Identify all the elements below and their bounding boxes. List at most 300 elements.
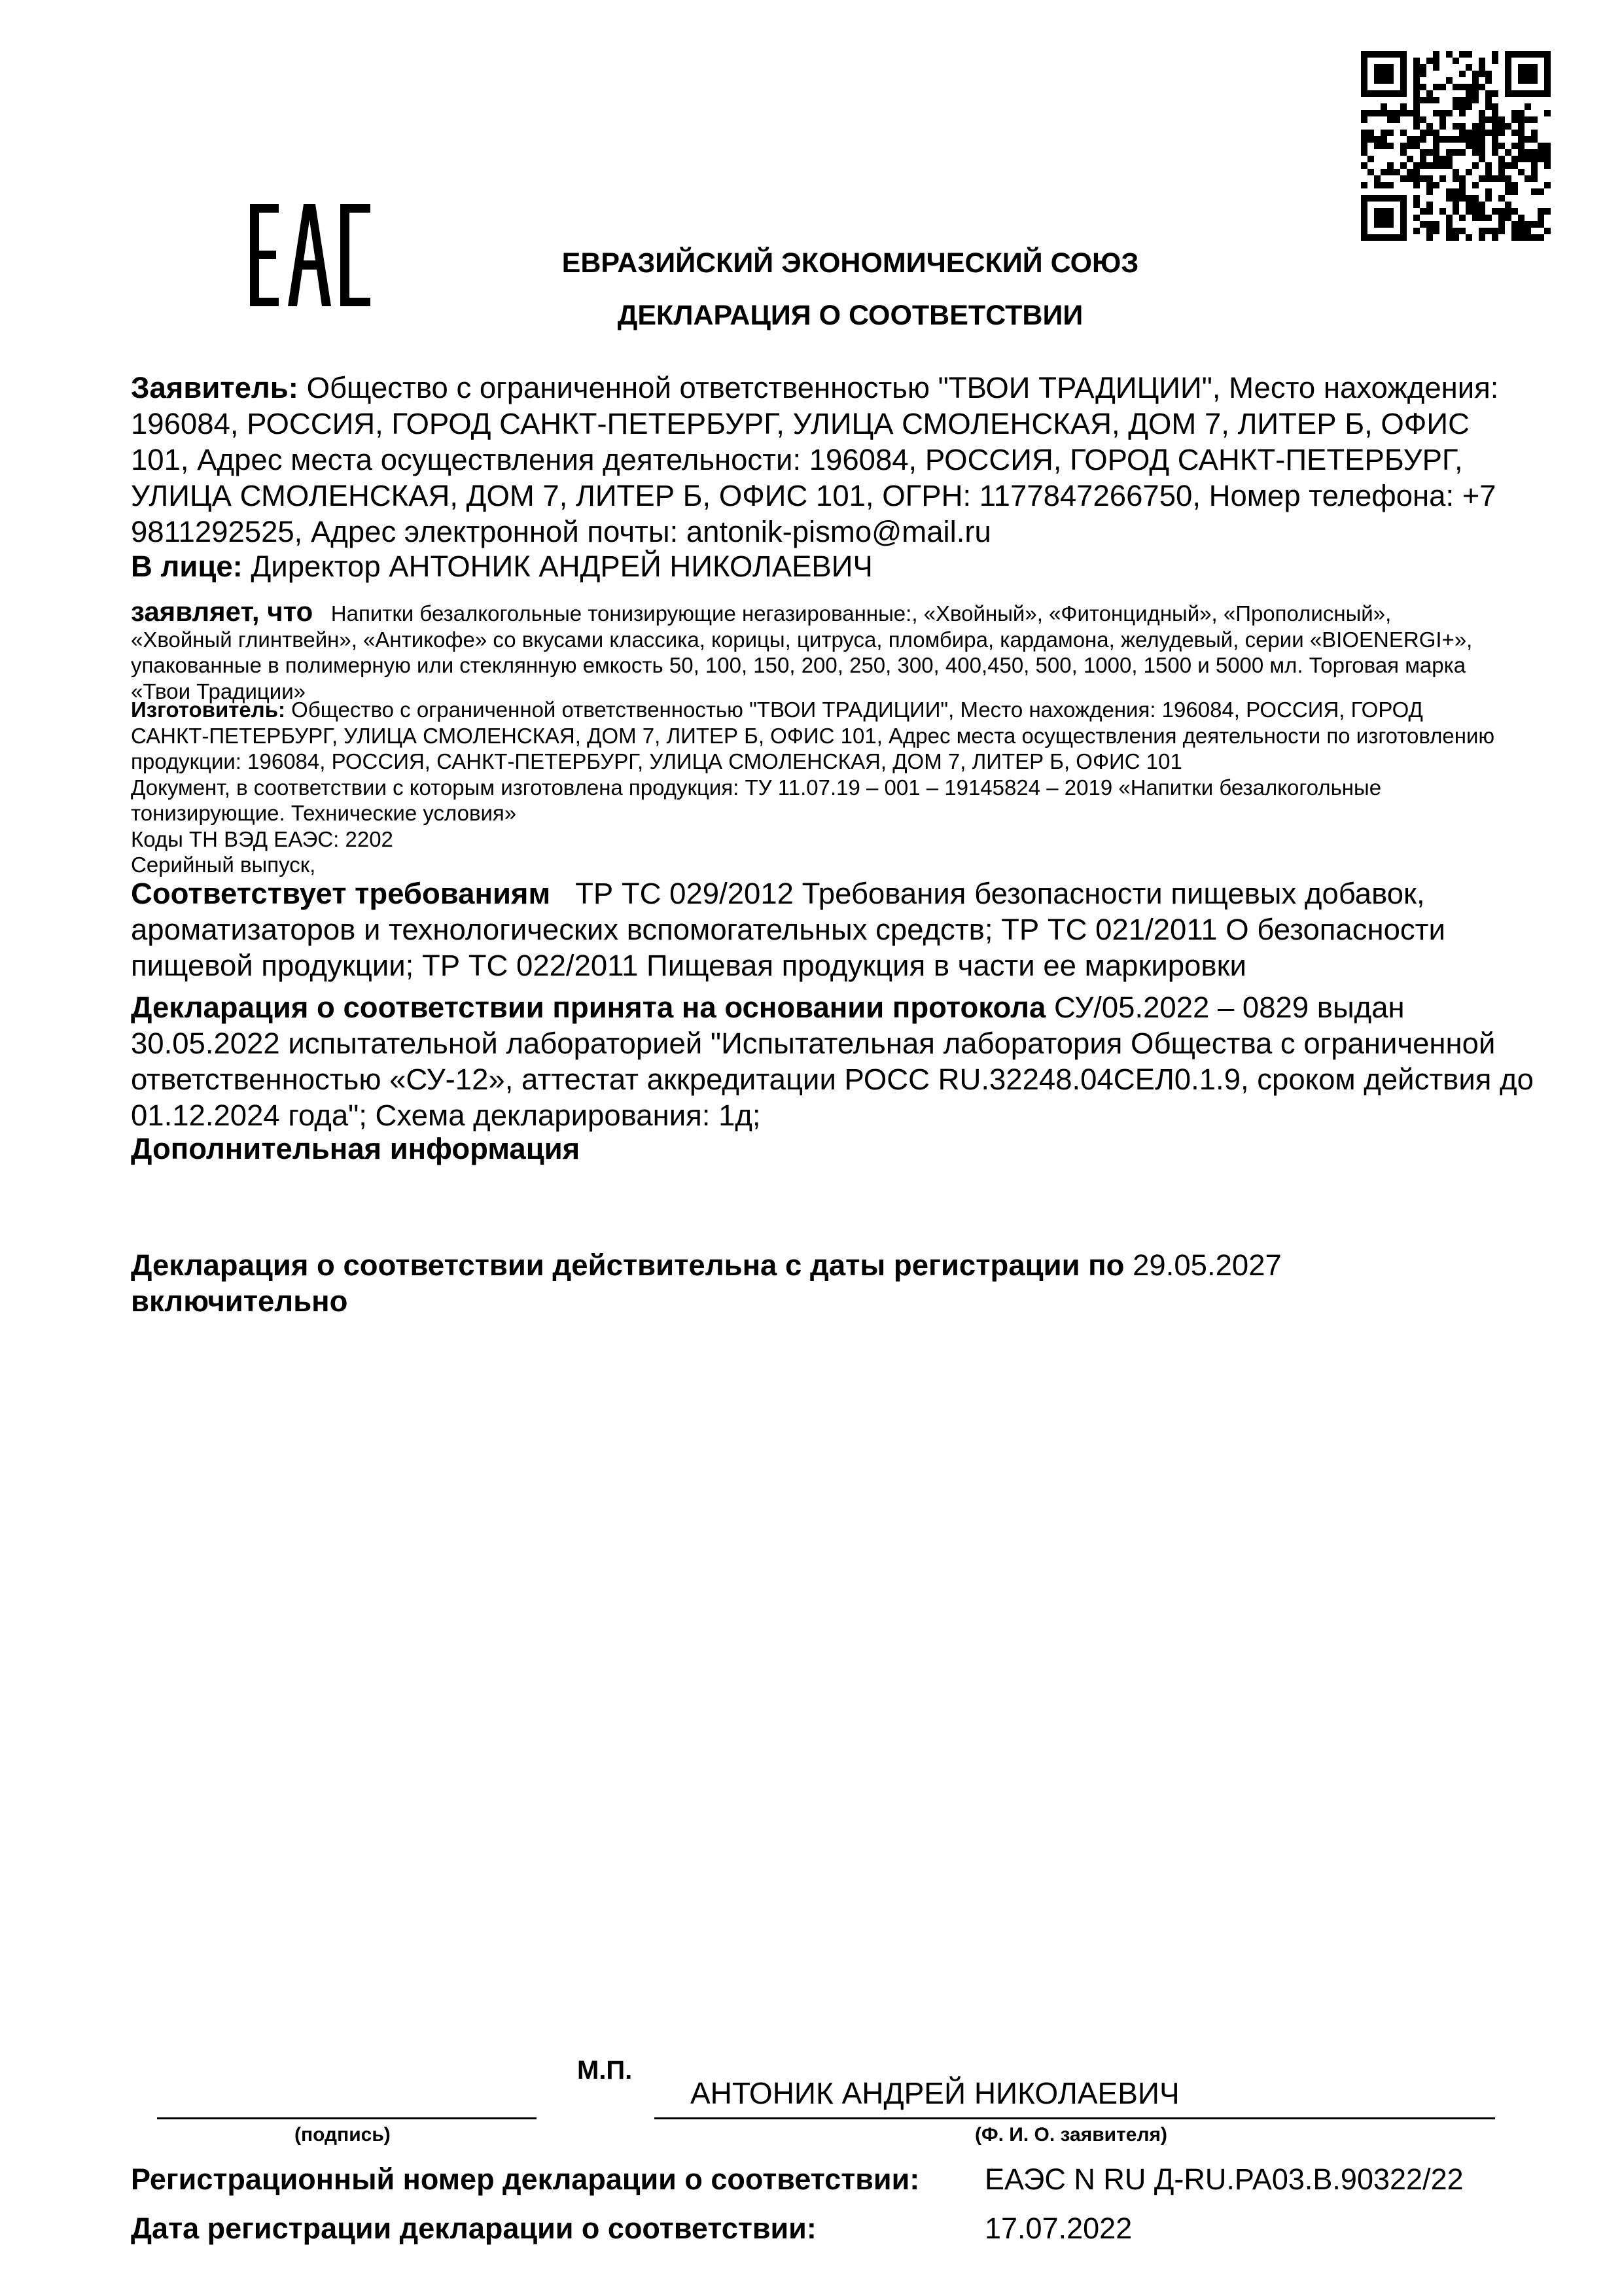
qr-module bbox=[1518, 228, 1525, 234]
qr-module bbox=[1381, 195, 1387, 202]
qr-module bbox=[1426, 228, 1433, 234]
qr-module bbox=[1433, 162, 1439, 169]
qr-module bbox=[1505, 208, 1511, 215]
qr-module bbox=[1426, 97, 1433, 103]
qr-module bbox=[1433, 221, 1439, 228]
qr-module bbox=[1466, 51, 1472, 58]
qr-module bbox=[1387, 221, 1394, 228]
qr-module bbox=[1381, 234, 1387, 241]
qr-module bbox=[1413, 64, 1420, 71]
qr-module bbox=[1518, 215, 1525, 221]
qr-module bbox=[1433, 97, 1439, 103]
qr-module bbox=[1413, 228, 1420, 234]
qr-module bbox=[1400, 84, 1407, 90]
basis-line-2: ответственностью «СУ-12», аттестат аккредитации РОСС RU.32248.04СЕЛ0.1.9, сроком действия до bbox=[131, 1063, 1534, 1096]
qr-module bbox=[1466, 234, 1472, 241]
qr-module bbox=[1518, 123, 1525, 130]
qr-module bbox=[1511, 143, 1518, 149]
qr-module bbox=[1413, 71, 1420, 77]
qr-module bbox=[1518, 116, 1525, 123]
qr-module bbox=[1407, 156, 1413, 162]
qr-module bbox=[1394, 90, 1400, 97]
qr-module bbox=[1374, 208, 1381, 215]
qr-module bbox=[1538, 221, 1544, 228]
qr-module bbox=[1439, 162, 1446, 169]
qr-module bbox=[1518, 156, 1525, 162]
qr-module bbox=[1511, 228, 1518, 234]
qr-module bbox=[1400, 71, 1407, 77]
qr-module bbox=[1531, 77, 1538, 84]
qr-module bbox=[1413, 143, 1420, 149]
declares-line-1: «Хвойный глинтвейн», «Антикофе» со вкусами классика, корицы, цитруса, пломбира, кардамона, желудевый, серии «BIOENERGI+», bbox=[131, 627, 1473, 652]
qr-module bbox=[1479, 71, 1485, 77]
qr-module bbox=[1492, 90, 1498, 97]
qr-module bbox=[1505, 84, 1511, 90]
qr-module bbox=[1426, 149, 1433, 156]
qr-module bbox=[1511, 182, 1518, 188]
qr-module bbox=[1525, 64, 1531, 71]
registration-number: ЕАЭС N RU Д-RU.РА03.В.90322/22 bbox=[985, 2163, 1464, 2196]
qr-module bbox=[1531, 175, 1538, 182]
qr-module bbox=[1544, 156, 1551, 162]
qr-module bbox=[1518, 149, 1525, 156]
qr-module bbox=[1394, 51, 1400, 58]
qr-module bbox=[1466, 97, 1472, 103]
qr-module bbox=[1511, 51, 1518, 58]
qr-module bbox=[1361, 202, 1367, 208]
qr-module bbox=[1361, 234, 1367, 241]
declares-label: заявляет, что bbox=[131, 596, 313, 627]
qr-module bbox=[1420, 149, 1426, 156]
qr-module bbox=[1531, 136, 1538, 143]
qr-module bbox=[1453, 188, 1459, 195]
qr-module bbox=[1433, 149, 1439, 156]
qr-module bbox=[1394, 169, 1400, 175]
qr-module bbox=[1420, 156, 1426, 162]
qr-module bbox=[1413, 182, 1420, 188]
qr-module bbox=[1426, 123, 1433, 130]
qr-module bbox=[1446, 156, 1453, 162]
basis-line-0: Декларация о соответствии принята на основании протокола СУ/05.2022 – 0829 выдан bbox=[131, 991, 1405, 1024]
qr-module bbox=[1492, 136, 1498, 143]
qr-module bbox=[1426, 182, 1433, 188]
qr-module bbox=[1518, 143, 1525, 149]
qr-module bbox=[1544, 110, 1551, 116]
qr-module bbox=[1413, 90, 1420, 97]
applicant-line-0: Заявитель: Общество с ограниченной ответственностью "ТВОИ ТРАДИЦИИ", Место нахождения: bbox=[131, 371, 1499, 404]
qr-module bbox=[1472, 90, 1479, 97]
qr-module bbox=[1361, 90, 1367, 97]
qr-module bbox=[1479, 228, 1485, 234]
qr-module bbox=[1479, 202, 1485, 208]
qr-module bbox=[1453, 136, 1459, 143]
qr-module bbox=[1446, 162, 1453, 169]
qr-module bbox=[1472, 162, 1479, 169]
qr-module bbox=[1505, 71, 1511, 77]
qr-module bbox=[1518, 169, 1525, 175]
qr-module bbox=[1446, 77, 1453, 84]
qr-module bbox=[1453, 234, 1459, 241]
qr-module bbox=[1472, 97, 1479, 103]
qr-module bbox=[1433, 64, 1439, 71]
qr-module bbox=[1433, 84, 1439, 90]
qr-module bbox=[1400, 202, 1407, 208]
conformity-line-1: ароматизаторов и технологических вспомогательных средств; ТР ТС 021/2011 О безопасности bbox=[131, 913, 1445, 946]
qr-module bbox=[1511, 221, 1518, 228]
conformity-section bbox=[131, 875, 1538, 983]
qr-module bbox=[1400, 103, 1407, 110]
qr-module bbox=[1472, 136, 1479, 143]
qr-module bbox=[1446, 136, 1453, 143]
qr-module bbox=[1361, 208, 1367, 215]
qr-module bbox=[1453, 195, 1459, 202]
qr-module bbox=[1387, 195, 1394, 202]
applicant-section bbox=[131, 370, 1538, 550]
qr-module bbox=[1485, 215, 1492, 221]
qr-module bbox=[1492, 130, 1498, 136]
qr-module bbox=[1492, 208, 1498, 215]
qr-module bbox=[1367, 156, 1374, 162]
qr-module bbox=[1498, 195, 1505, 202]
qr-module bbox=[1518, 110, 1525, 116]
qr-module bbox=[1361, 116, 1367, 123]
qr-module bbox=[1505, 64, 1511, 71]
qr-module bbox=[1498, 123, 1505, 130]
qr-module bbox=[1453, 58, 1459, 64]
manufacturer-line-2: продукции: 196084, РОССИЯ, САНКТ-ПЕТЕРБУРГ, УЛИЦА СМОЛЕНСКАЯ, ДОМ 7, ЛИТЕР Б, ОФИС 101 bbox=[131, 749, 1182, 773]
qr-module bbox=[1407, 143, 1413, 149]
qr-module bbox=[1505, 77, 1511, 84]
qr-module bbox=[1367, 234, 1374, 241]
qr-module bbox=[1538, 188, 1544, 195]
qr-module bbox=[1374, 136, 1381, 143]
qr-module bbox=[1544, 64, 1551, 71]
qr-module bbox=[1472, 202, 1479, 208]
qr-code bbox=[1361, 51, 1551, 241]
qr-module bbox=[1505, 58, 1511, 64]
qr-module bbox=[1367, 110, 1374, 116]
qr-module bbox=[1498, 208, 1505, 215]
validity-label: Декларация о соответствии действительна с даты регистрации по bbox=[131, 1248, 1125, 1282]
qr-module bbox=[1498, 130, 1505, 136]
qr-module bbox=[1387, 71, 1394, 77]
qr-module bbox=[1387, 130, 1394, 136]
qr-module bbox=[1518, 136, 1525, 143]
qr-module bbox=[1544, 208, 1551, 215]
qr-module bbox=[1459, 97, 1466, 103]
conformity-line-0: Соответствует требованиям ТР ТС 029/2012 Требования безопасности пищевых добавок, bbox=[131, 877, 1425, 910]
qr-module bbox=[1413, 110, 1420, 116]
qr-module bbox=[1413, 123, 1420, 130]
qr-module bbox=[1498, 116, 1505, 123]
qr-module bbox=[1413, 215, 1420, 221]
qr-module bbox=[1439, 116, 1446, 123]
qr-module bbox=[1511, 110, 1518, 116]
qr-module bbox=[1511, 130, 1518, 136]
qr-module bbox=[1472, 71, 1479, 77]
qr-module bbox=[1400, 208, 1407, 215]
qr-module bbox=[1479, 234, 1485, 241]
manufacturer-line-4: тонизирующие. Технические условия» bbox=[131, 801, 517, 825]
qr-module bbox=[1426, 221, 1433, 228]
qr-module bbox=[1407, 110, 1413, 116]
qr-module bbox=[1361, 195, 1367, 202]
qr-module bbox=[1420, 71, 1426, 77]
qr-module bbox=[1538, 215, 1544, 221]
qr-module bbox=[1466, 195, 1472, 202]
qr-module bbox=[1459, 84, 1466, 90]
qr-module bbox=[1387, 162, 1394, 169]
qr-module bbox=[1361, 77, 1367, 84]
qr-module bbox=[1374, 51, 1381, 58]
qr-module bbox=[1479, 156, 1485, 162]
manufacturer-label: Изготовитель: bbox=[131, 698, 285, 722]
qr-module bbox=[1498, 215, 1505, 221]
qr-module bbox=[1459, 110, 1466, 116]
qr-module bbox=[1531, 234, 1538, 241]
qr-module bbox=[1367, 136, 1374, 143]
qr-module bbox=[1538, 143, 1544, 149]
qr-module bbox=[1426, 130, 1433, 136]
qr-module bbox=[1459, 130, 1466, 136]
basis-section bbox=[131, 989, 1538, 1133]
registration-date: 17.07.2022 bbox=[985, 2212, 1133, 2245]
qr-module bbox=[1544, 143, 1551, 149]
qr-module bbox=[1531, 221, 1538, 228]
qr-module bbox=[1381, 169, 1387, 175]
qr-module bbox=[1453, 228, 1459, 234]
qr-module bbox=[1531, 51, 1538, 58]
qr-module bbox=[1433, 136, 1439, 143]
qr-module bbox=[1446, 110, 1453, 116]
qr-module bbox=[1400, 77, 1407, 84]
qr-module bbox=[1400, 215, 1407, 221]
applicant-line-1: 196084, РОССИЯ, ГОРОД САНКТ-ПЕТЕРБУРГ, УЛИЦА СМОЛЕНСКАЯ, ДОМ 7, ЛИТЕР Б, ОФИС bbox=[131, 407, 1470, 440]
qr-module bbox=[1446, 195, 1453, 202]
qr-module bbox=[1413, 169, 1420, 175]
qr-module bbox=[1433, 110, 1439, 116]
qr-module bbox=[1374, 182, 1381, 188]
qr-module bbox=[1525, 175, 1531, 182]
qr-module bbox=[1367, 195, 1374, 202]
qr-module bbox=[1400, 149, 1407, 156]
qr-module bbox=[1420, 208, 1426, 215]
qr-module bbox=[1387, 90, 1394, 97]
union-title: ЕВРАЗИЙСКИЙ ЭКОНОМИЧЕСКИЙ СОЮЗ bbox=[561, 247, 1139, 279]
name-line bbox=[654, 2117, 1495, 2119]
qr-module bbox=[1492, 123, 1498, 130]
qr-module bbox=[1511, 188, 1518, 195]
qr-module bbox=[1544, 228, 1551, 234]
qr-module bbox=[1420, 64, 1426, 71]
stamp-label: М.П. bbox=[577, 2056, 633, 2085]
qr-module bbox=[1439, 84, 1446, 90]
applicant-line-2: 101, Адрес места осуществления деятельности: 196084, РОССИЯ, ГОРОД САНКТ-ПЕТЕРБУРГ, bbox=[131, 443, 1463, 476]
qr-module bbox=[1498, 156, 1505, 162]
qr-module bbox=[1544, 182, 1551, 188]
qr-module bbox=[1413, 136, 1420, 143]
qr-module bbox=[1446, 188, 1453, 195]
qr-module bbox=[1479, 136, 1485, 143]
qr-module bbox=[1505, 90, 1511, 97]
qr-module bbox=[1400, 228, 1407, 234]
qr-module bbox=[1361, 64, 1367, 71]
qr-module bbox=[1433, 143, 1439, 149]
qr-module bbox=[1525, 116, 1531, 123]
qr-module bbox=[1420, 162, 1426, 169]
qr-module bbox=[1374, 77, 1381, 84]
qr-module bbox=[1453, 149, 1459, 156]
person-line bbox=[131, 548, 1538, 584]
conformity-line-2: пищевой продукции; ТР ТС 022/2011 Пищевая продукция в части ее маркировки bbox=[131, 949, 1246, 982]
validity-section bbox=[131, 1247, 1538, 1319]
qr-module bbox=[1466, 84, 1472, 90]
qr-module bbox=[1394, 116, 1400, 123]
qr-module bbox=[1479, 130, 1485, 136]
declares-section bbox=[131, 596, 1538, 704]
qr-module bbox=[1544, 51, 1551, 58]
qr-module bbox=[1381, 110, 1387, 116]
qr-module bbox=[1511, 156, 1518, 162]
basis-line-3: 01.12.2024 года"; Схема декларирования: 1д; bbox=[131, 1099, 761, 1132]
qr-module bbox=[1361, 182, 1367, 188]
qr-module bbox=[1505, 182, 1511, 188]
qr-module bbox=[1367, 90, 1374, 97]
qr-module bbox=[1531, 90, 1538, 97]
signature-line bbox=[157, 2117, 537, 2119]
qr-module bbox=[1413, 97, 1420, 103]
qr-module bbox=[1479, 143, 1485, 149]
qr-module bbox=[1394, 234, 1400, 241]
qr-module bbox=[1544, 90, 1551, 97]
qr-module bbox=[1492, 143, 1498, 149]
qr-module bbox=[1374, 71, 1381, 77]
qr-module bbox=[1400, 51, 1407, 58]
qr-module bbox=[1531, 188, 1538, 195]
qr-module bbox=[1387, 51, 1394, 58]
qr-module bbox=[1466, 103, 1472, 110]
qr-module bbox=[1485, 77, 1492, 84]
qr-module bbox=[1413, 175, 1420, 182]
qr-module bbox=[1466, 64, 1472, 71]
basis-line-1: 30.05.2022 испытательной лабораторией "Испытательная лаборатория Общества с ограниченной bbox=[131, 1027, 1496, 1060]
document-title: ДЕКЛАРАЦИЯ О СООТВЕТСТВИИ bbox=[617, 300, 1084, 331]
qr-module bbox=[1374, 175, 1381, 182]
qr-module bbox=[1472, 195, 1479, 202]
qr-module bbox=[1439, 175, 1446, 182]
qr-module bbox=[1544, 71, 1551, 77]
validity-suffix: включительно bbox=[131, 1284, 348, 1318]
qr-module bbox=[1361, 228, 1367, 234]
applicant-line-3: УЛИЦА СМОЛЕНСКАЯ, ДОМ 7, ЛИТЕР Б, ОФИС 101, ОГРН: 1177847266750, Номер телефона: +7 bbox=[131, 479, 1496, 512]
qr-module bbox=[1420, 130, 1426, 136]
qr-module bbox=[1367, 169, 1374, 175]
qr-module bbox=[1374, 215, 1381, 221]
qr-module bbox=[1361, 221, 1367, 228]
qr-module bbox=[1413, 202, 1420, 208]
qr-module bbox=[1420, 221, 1426, 228]
qr-module bbox=[1479, 58, 1485, 64]
qr-module bbox=[1439, 208, 1446, 215]
qr-module bbox=[1426, 162, 1433, 169]
conformity-label: Соответствует требованиям bbox=[131, 877, 551, 910]
qr-module bbox=[1367, 51, 1374, 58]
qr-module bbox=[1420, 84, 1426, 90]
qr-module bbox=[1439, 156, 1446, 162]
qr-module bbox=[1479, 149, 1485, 156]
qr-module bbox=[1485, 162, 1492, 169]
qr-module bbox=[1453, 103, 1459, 110]
manufacturer-section bbox=[131, 697, 1538, 878]
qr-module bbox=[1387, 143, 1394, 149]
declares-line-3: «Твои Традиции» bbox=[131, 679, 306, 703]
qr-module bbox=[1492, 103, 1498, 110]
qr-module bbox=[1413, 84, 1420, 90]
qr-module bbox=[1361, 84, 1367, 90]
manufacturer-line-0: Изготовитель: Общество с ограниченной ответственностью "ТВОИ ТРАДИЦИИ", Место нахождения: 196084, РОССИЯ, ГОРОД bbox=[131, 698, 1423, 722]
qr-module bbox=[1485, 97, 1492, 103]
qr-module bbox=[1381, 130, 1387, 136]
qr-module bbox=[1485, 90, 1492, 97]
qr-module bbox=[1538, 156, 1544, 162]
qr-module bbox=[1453, 202, 1459, 208]
qr-module bbox=[1466, 202, 1472, 208]
qr-module bbox=[1479, 64, 1485, 71]
qr-module bbox=[1400, 64, 1407, 71]
qr-module bbox=[1459, 136, 1466, 143]
qr-module bbox=[1538, 208, 1544, 215]
qr-module bbox=[1505, 51, 1511, 58]
qr-module bbox=[1525, 149, 1531, 156]
qr-module bbox=[1472, 143, 1479, 149]
qr-module bbox=[1531, 64, 1538, 71]
qr-module bbox=[1492, 51, 1498, 58]
qr-module bbox=[1459, 149, 1466, 156]
qr-module bbox=[1361, 149, 1367, 156]
qr-module bbox=[1472, 149, 1479, 156]
qr-module bbox=[1381, 143, 1387, 149]
qr-module bbox=[1439, 123, 1446, 130]
qr-module bbox=[1525, 51, 1531, 58]
qr-module bbox=[1485, 175, 1492, 182]
qr-module bbox=[1505, 123, 1511, 130]
qr-module bbox=[1485, 130, 1492, 136]
qr-module bbox=[1459, 103, 1466, 110]
applicant-label: Заявитель: bbox=[131, 371, 298, 404]
qr-module bbox=[1400, 90, 1407, 97]
qr-module bbox=[1466, 136, 1472, 143]
qr-module bbox=[1407, 136, 1413, 143]
qr-module bbox=[1466, 90, 1472, 97]
qr-module bbox=[1453, 97, 1459, 103]
qr-module bbox=[1381, 182, 1387, 188]
person-label: В лице: bbox=[131, 550, 243, 583]
qr-module bbox=[1361, 58, 1367, 64]
registration-number-label: Регистрационный номер декларации о соответствии: bbox=[131, 2163, 920, 2196]
qr-module bbox=[1492, 234, 1498, 241]
qr-module bbox=[1525, 71, 1531, 77]
qr-module bbox=[1492, 58, 1498, 64]
qr-module bbox=[1446, 228, 1453, 234]
qr-module bbox=[1525, 228, 1531, 234]
qr-module bbox=[1511, 90, 1518, 97]
qr-module bbox=[1374, 90, 1381, 97]
manufacturer-line-6: Серийный выпуск, bbox=[131, 853, 316, 877]
qr-module bbox=[1400, 130, 1407, 136]
qr-module bbox=[1453, 123, 1459, 130]
qr-module bbox=[1485, 116, 1492, 123]
qr-module bbox=[1433, 130, 1439, 136]
